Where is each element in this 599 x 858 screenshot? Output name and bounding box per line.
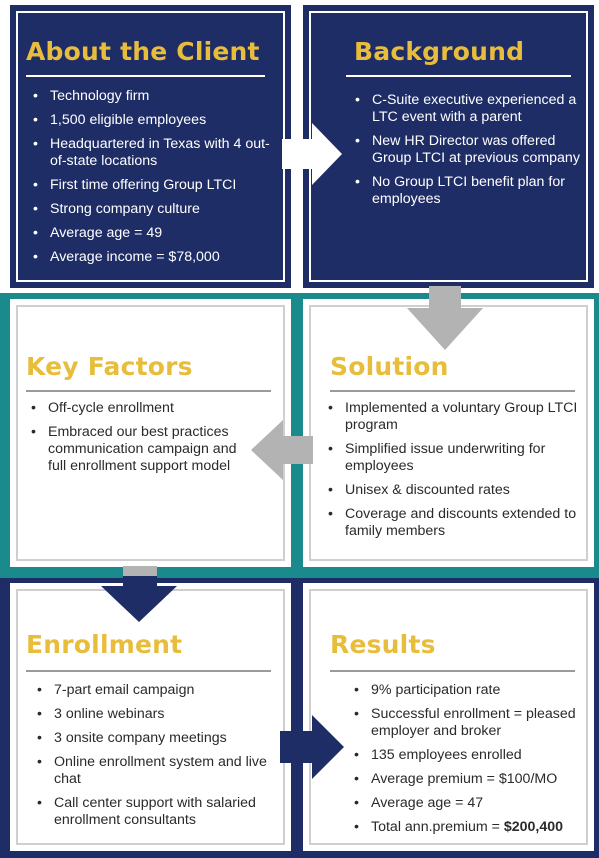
list-item: • Embraced our best practices communication campaign and full enrollment support model (28, 424, 258, 475)
list-item: • Average age = 49 (30, 225, 275, 242)
left-arrow-icon (251, 420, 313, 480)
list-item: • Average income = $78,000 (30, 249, 275, 266)
background-rule (346, 75, 571, 77)
list-item: • Unisex & discounted rates (325, 482, 587, 499)
down-arrow-icon (407, 286, 483, 350)
list-item: • C-Suite executive experienced a LTC event with a parent (352, 92, 580, 126)
solution-title: Solution (330, 352, 449, 381)
key-factors-list (28, 400, 258, 482)
solution-rule (330, 390, 575, 392)
background-panel (303, 5, 594, 288)
key-factors-rule (26, 390, 271, 392)
list-item: • No Group LTCI benefit plan for employees (352, 174, 580, 208)
list-item: • Online enrollment system and live chat (34, 754, 274, 788)
list-item (351, 819, 583, 836)
list-item: • 3 onsite company meetings (34, 730, 274, 747)
enrollment-rule (26, 670, 271, 672)
background-list (352, 92, 580, 215)
list-item: • 1,500 eligible employees (30, 112, 275, 129)
key-factors-title: Key Factors (26, 352, 193, 381)
list-item: • Headquartered in Texas with 4 out-of-state locations (30, 136, 275, 170)
list-item: • Average premium = $100/MO (351, 771, 583, 788)
about-client-panel (10, 5, 291, 288)
list-item: • 3 online webinars (34, 706, 274, 723)
key-factors-panel (10, 299, 291, 567)
list-item: • Simplified issue underwriting for employees (325, 441, 587, 475)
list-item: • Coverage and discounts extended to family members (325, 506, 587, 540)
total-premium-value: $200,400 (503, 819, 564, 835)
list-item: • New HR Director was offered Group LTCI at previous company (352, 133, 580, 167)
results-rule (330, 670, 575, 672)
list-item: • Average age = 47 (351, 795, 583, 812)
enrollment-title: Enrollment (26, 630, 183, 659)
about-client-rule (26, 75, 265, 77)
results-panel (303, 583, 594, 851)
down-arrow-icon-2 (101, 566, 177, 622)
about-client-title: About the Client (26, 37, 260, 66)
enrollment-panel (10, 583, 291, 851)
list-item: • Strong company culture (30, 201, 275, 218)
list-item: • First time offering Group LTCI (30, 177, 275, 194)
background-title: Background (354, 37, 525, 66)
list-item: • 135 employees enrolled (351, 747, 583, 764)
list-item: • Implemented a voluntary Group LTCI program (325, 400, 587, 434)
results-title: Results (330, 630, 436, 659)
right-arrow-icon-2 (280, 715, 344, 779)
results-list (351, 682, 583, 843)
enrollment-list (34, 682, 274, 836)
right-arrow-icon (282, 123, 344, 185)
solution-list (325, 400, 587, 547)
list-item: • 9% participation rate (351, 682, 583, 699)
list-item: • 7-part email campaign (34, 682, 274, 699)
list-item: • Technology firm (30, 88, 275, 105)
list-item: • Successful enrollment = pleased employer and broker (351, 706, 583, 740)
about-client-list (30, 88, 275, 273)
total-premium-label: Total ann.premium = (371, 819, 504, 835)
list-item: • Call center support with salaried enrollment consultants (34, 795, 274, 829)
list-item: • Off-cycle enrollment (28, 400, 258, 417)
